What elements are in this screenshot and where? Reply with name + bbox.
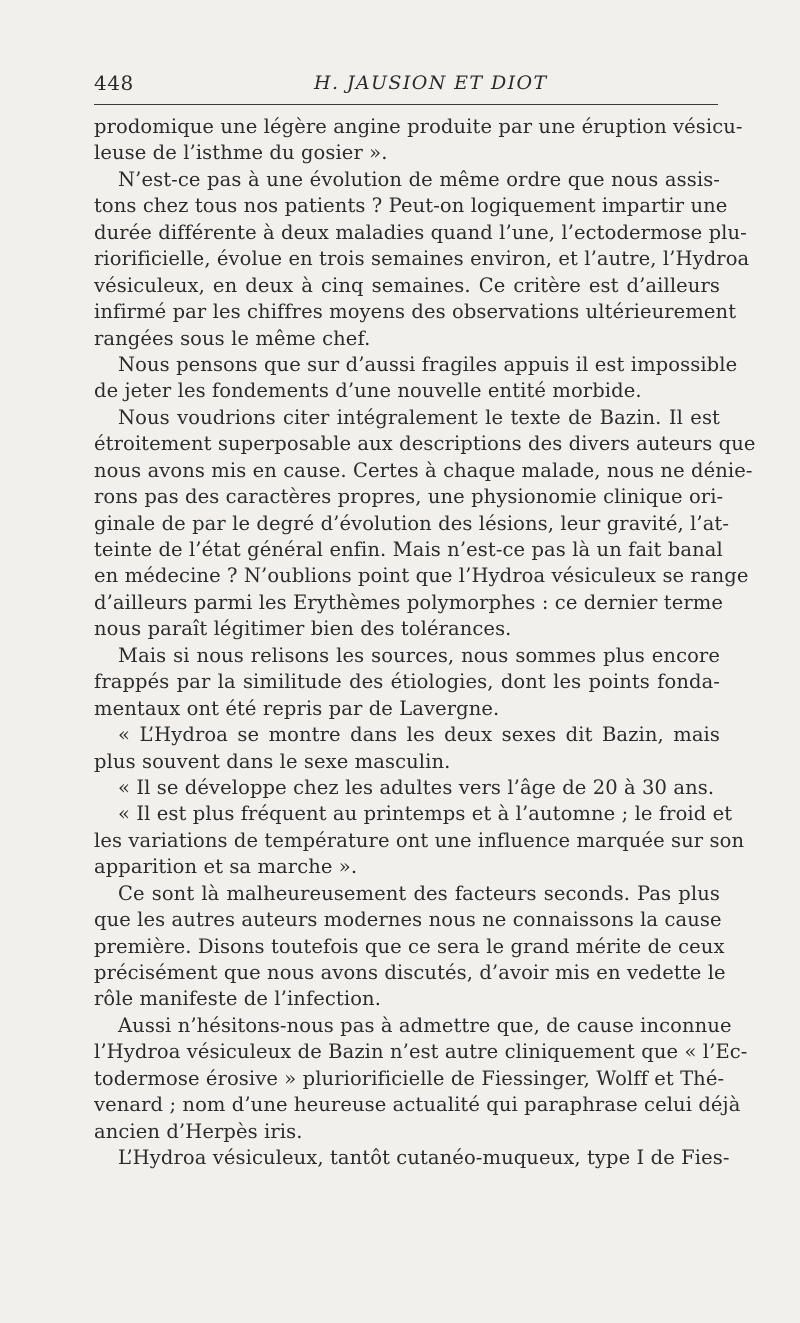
text-line: apparition et sa marche ». [94, 855, 358, 879]
text-line: plus souvent dans le sexe masculin. [94, 749, 451, 773]
text-line: nous avons mis en cause. Certes à chaque malade, nous ne dénie- [94, 458, 753, 482]
page-number: 448 [94, 71, 134, 95]
text-line: « Il se développe chez les adultes vers l’âge de 20 à 30 ans. [118, 775, 715, 799]
text-line: todermose érosive » pluriorificielle de Fiessinger, Wolff et Thé- [94, 1066, 725, 1090]
text-line: rangées sous le même chef. [94, 326, 371, 350]
text-line: Aussi n’hésitons-nous pas à admettre que, de cause inconnue [118, 1013, 732, 1037]
text-line: en médecine ? N’oublions point que l’Hydroa vésiculeux se range [94, 564, 749, 588]
text-line: N’est-ce pas à une évolution de même ordre que nous assis- [118, 167, 720, 191]
text-line: ginale de par le degré d’évolution des lésions, leur gravité, l’at- [94, 511, 730, 535]
text-line: venard ; nom d’une heureuse actualité qui paraphrase celui déjà [94, 1093, 741, 1117]
text-line: Ce sont là malheureusement des facteurs seconds. Pas plus [118, 881, 720, 905]
text-line: frappés par la similitude des étiologies, dont les points fonda- [94, 670, 720, 694]
text-line: vésiculeux, en deux à cinq semaines. Ce critère est d’ailleurs [94, 273, 720, 297]
text-line: l’Hydroa vésiculeux de Bazin n’est autre cliniquement que « l’Ec- [94, 1040, 748, 1064]
text-line: Nous voudrions citer intégralement le texte de Bazin. Il est [118, 405, 720, 429]
text-line: les variations de température ont une influence marquée sur son [94, 828, 745, 852]
text-line: étroitement superposable aux descriptions des divers auteurs que [94, 432, 756, 456]
text-line: nous paraît légitimer bien des tolérances. [94, 617, 512, 641]
text-line: ancien d’Herpès iris. [94, 1119, 303, 1143]
text-line: d’ailleurs parmi les Erythèmes polymorphes : ce dernier terme [94, 590, 723, 614]
running-title: H. JAUSION ET DIOT [314, 72, 548, 94]
text-line: première. Disons toutefois que ce sera le grand mérite de ceux [94, 934, 725, 958]
text-line: de jeter les fondements d’une nouvelle entité morbide. [94, 379, 642, 403]
text-line: mentaux ont été repris par de Lavergne. [94, 696, 500, 720]
text-line: Mais si nous relisons les sources, nous sommes plus encore [118, 643, 720, 667]
text-line: rôle manifeste de l’infection. [94, 987, 381, 1011]
text-line: teinte de l’état général enfin. Mais n’est-ce pas là un fait banal [94, 538, 723, 561]
text-line: riorificielle, évolue en trois semaines environ, et l’autre, l’Hydroa [94, 247, 750, 271]
text-line: rons pas des caractères propres, une physionomie clinique ori- [94, 485, 724, 509]
text-line: infirmé par les chiffres moyens des observations ultérieurement [94, 300, 737, 324]
body-text [94, 114, 756, 1172]
text-line: Nous pensons que sur d’aussi fragiles appuis il est impossible [118, 352, 738, 376]
text-line: tons chez tous nos patients ? Peut-on logiquement impartir une [94, 194, 728, 218]
text-line: durée différente à deux maladies quand l’une, l’ectodermose plu- [94, 220, 747, 244]
text-line: précisément que nous avons discutés, d’avoir mis en vedette le [94, 961, 726, 984]
text-line: prodomique une légère angine produite par une éruption vésicu- [94, 115, 743, 138]
text-line: « Il est plus fréquent au printemps et à l’automne ; le froid et [118, 802, 733, 826]
running-head [94, 68, 718, 98]
text-line: que les autres auteurs modernes nous ne connaissons la cause [94, 908, 722, 932]
header-rule [94, 104, 718, 105]
text-line: L’Hydroa vésiculeux, tantôt cutanéo-muqueux, type I de Fies- [118, 1146, 730, 1170]
text-line: leuse de l’isthme du gosier ». [94, 141, 388, 165]
text-line: « L’Hydroa se montre dans les deux sexes dit Bazin, mais [118, 723, 720, 747]
